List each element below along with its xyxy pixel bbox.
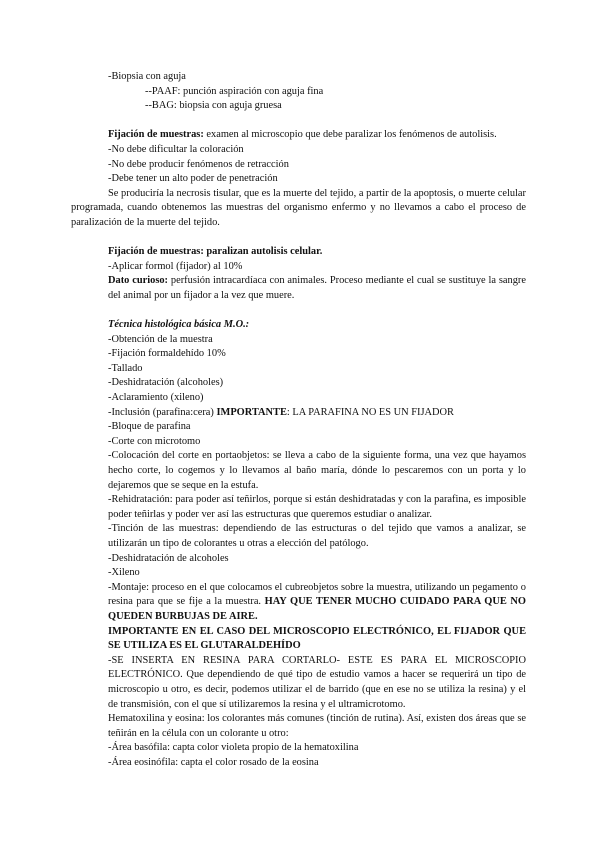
important-note: IMPORTANTE EN EL CASO DEL MICROSCOPIO ELECTRÓNICO, EL FIJADOR QUE SE UTILIZA ES EL GLUTARALDEHÍDO (108, 625, 526, 652)
text-span: -Inclusión (parafina:cera) (108, 406, 217, 418)
list-item (71, 581, 526, 625)
text-span: perfusión intracardíaca con animales. Proceso mediante el cual se sustituye la sangre del animal por un fijador a la vez que muere. (108, 275, 526, 301)
section-heading: Técnica histológica básica M.O.: (108, 319, 250, 331)
section-heading: Fijación de muestras: (108, 129, 204, 141)
paragraph-necrosis: Se produciría la necrosis tisular, que es la muerte del tejido, a partir de la apoptosis, o muerte celular programada, cuando obtenemos las muestras del organismo enfermo y no llevamos a cabo el proceso de paralización de la muerte del tejido. (71, 187, 526, 228)
label-bold: IMPORTANTE (216, 406, 287, 418)
list-item: -Xileno (108, 567, 140, 579)
text-line: --BAG: biopsia con aguja gruesa (145, 100, 282, 112)
paragraph-hematoxilina: Hematoxilina y eosina: los colorantes más comunes (tinción de rutina). Así, existen dos áreas que se teñirán en la célula con un colorante u otro: (108, 713, 526, 739)
text-line: --PAAF: punción aspiración con aguja fina (145, 85, 324, 97)
text-line: -Biopsia con aguja (108, 71, 186, 82)
label-bold: Dato curioso: (108, 275, 169, 287)
list-item: -Fijación formaldehído 10% (108, 348, 226, 360)
list-item (108, 406, 526, 421)
warning-bold: HAY QUE TENER MUCHO CUIDADO PARA QUE NO QUEDEN BURBUJAS DE AIRE. (108, 596, 526, 622)
list-item: -Colocación del corte en portaobjetos: se lleva a cabo de la siguiente forma, una vez que hayamos hecho corte, lo cogemos y lo llevamos al baño maría, dónde lo pescaremos con un porta y lo dejaremos que se seque en la estufa. (108, 450, 526, 491)
list-item: -Rehidratación: para poder así teñirlos, porque si están deshidratadas y con la parafina, es imposible poder teñirlas y poder ver así las estructuras que queremos estudiar o analizar. (108, 494, 526, 520)
text-line: -Debe tener un alto poder de penetración (108, 173, 278, 185)
document-body (71, 70, 526, 771)
text-line: -No debe producir fenómenos de retracción (108, 158, 289, 170)
text-span: examen al microscopio que debe paralizar los fenómenos de autolisis. (203, 129, 497, 141)
list-item: -Corte con microtomo (108, 435, 201, 447)
list-item: -Obtención de la muestra (108, 333, 213, 345)
list-item: -Deshidratación de alcoholes (108, 552, 229, 564)
list-item: -Deshidratación (alcoholes) (108, 377, 224, 389)
text-line: -No debe dificultar la coloración (108, 143, 244, 155)
list-item: -Área basófila: capta color violeta propio de la hematoxilina (108, 742, 359, 754)
text-line: -Aplicar formol (fijador) al 10% (108, 260, 243, 272)
paragraph-resina: -SE INSERTA EN RESINA PARA CORTARLO- ESTE ES PARA EL MICROSCOPIO ELECTRÓNICO. Que dependiendo de qué tipo de estudio vamos a hacer se requerirá un tipo de microscopio u otro, es decir, podemos utilizar el de barrido (que en ese no se utiliza la resina) y el de transmisión, con el que sí utilizaremos la resina y el ultramicrotomo. (108, 654, 526, 710)
text-span: -Montaje: proceso en el que colocamos el cubreobjetos sobre la muestra, utilizando un pegamento o resina para que se fije a la muestra. (108, 581, 526, 608)
text-span: : LA PARAFINA NO ES UN FIJADOR (286, 406, 454, 418)
list-item: -Área eosinófila: capta el color rosado de la eosina (108, 756, 319, 768)
list-item: -Tinción de las muestras: dependiendo de las estructuras o del tejido que vamos a analizar, se utilizarán un tipo de colorantes u otras a elección del patólogo. (108, 523, 526, 549)
fixation-paragraph (108, 128, 526, 143)
section-heading: Fijación de muestras: paralizan autolisis celular. (108, 246, 323, 258)
list-item: -Tallado (108, 362, 143, 374)
paragraph-curioso (71, 274, 526, 303)
list-item: -Bloque de parafina (108, 421, 191, 433)
list-item: -Aclaramiento (xileno) (108, 392, 204, 404)
